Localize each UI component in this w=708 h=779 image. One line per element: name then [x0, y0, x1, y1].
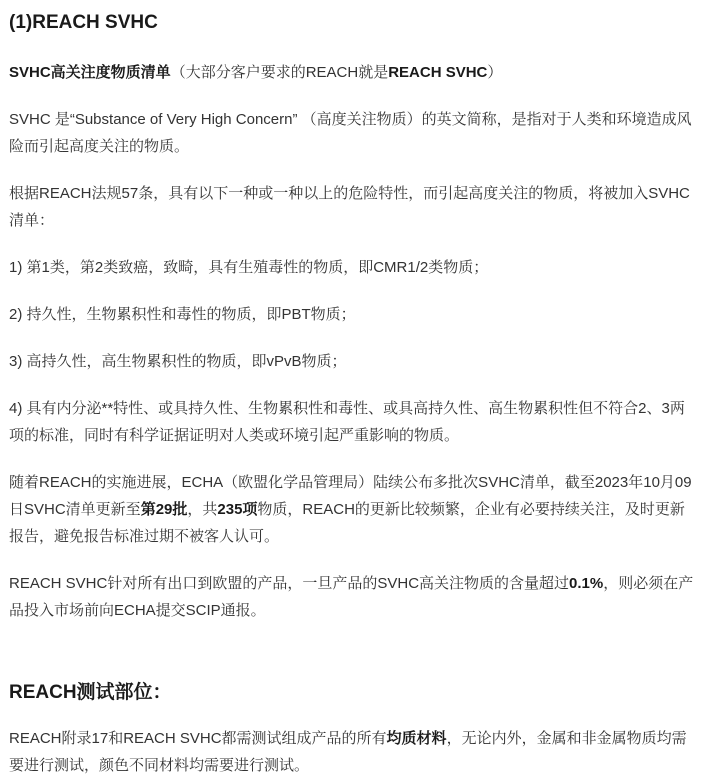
list-item-vpvb	[9, 348, 699, 375]
text-run: （大部分客户要求的REACH就是	[170, 64, 389, 81]
text-run: REACH附录17和REACH SVHC都需测试组成产品的所有	[9, 730, 387, 747]
heading-reach-test-parts	[9, 680, 699, 705]
text-run: ）	[487, 64, 503, 81]
article-title	[9, 10, 699, 35]
bold-text-run: 0.1%	[569, 575, 604, 592]
para-reach-article57	[9, 180, 699, 234]
article-subtitle	[9, 59, 699, 86]
text-run: 3) 高持久性，高生物累积性的物质，即vPvB物质；	[9, 353, 347, 370]
bold-text-run: REACH测试部位：	[9, 682, 172, 703]
bold-text-run: 235项	[217, 501, 258, 518]
text-run: 1) 第1类，第2类致癌，致畸，具有生殖毒性的物质，即CMR1/2类物质；	[9, 259, 489, 276]
text-run: 根据REACH法规57条，具有以下一种或一种以上的危险特性，而引起高度关注的物质，将被加入SVHC清单：	[9, 185, 690, 229]
text-run: 2) 持久性，生物累积性和毒性的物质，即PBT物质；	[9, 306, 356, 323]
bold-text-run: REACH SVHC	[388, 64, 488, 81]
bold-text-run: SVHC高关注度物质清单	[9, 64, 171, 81]
bold-text-run: (1)REACH SVHC	[9, 12, 158, 33]
text-run: ，共	[187, 501, 218, 518]
para-homogeneous-materials	[9, 725, 699, 779]
list-item-cmr	[9, 254, 699, 281]
text-run: 随着REACH的实施进展，ECHA（欧盟化学品管理局）陆续公布多批次SVHC清单，截至2023年10月09日SVHC清单更新至	[9, 474, 692, 518]
text-run: ，无论内外，金属和非金属物质均需要进行测试，颜色不同材料均需要进行测试。	[9, 730, 687, 774]
bold-text-run: 第29批	[140, 501, 188, 518]
para-scip-notification	[9, 570, 699, 624]
text-run: SVHC 是“Substance of Very High Concern” （高度关注物质）的英文简称，是指对于人类和环境造成风险而引起高度关注的物质。	[9, 111, 692, 155]
list-item-endocrine	[9, 395, 699, 449]
text-run: 4) 具有内分泌**特性、或具持久性、生物累积性和毒性、或具高持久性、高生物累积性但不符合2、3两项的标准，同时有科学证据证明对人类或环境引起严重影响的物质。	[9, 400, 685, 444]
text-run: REACH SVHC针对所有出口到欧盟的产品，一旦产品的SVHC高关注物质的含量超过	[9, 575, 570, 592]
list-item-pbt	[9, 301, 699, 328]
bold-text-run: 均质材料	[386, 730, 447, 747]
text-run: 物质，REACH的更新比较频繁，企业有必要持续关注，及时更新报告，避免报告标准过期不被客人认可。	[9, 501, 685, 545]
para-svhc-definition	[9, 106, 699, 160]
para-svhc-list-updates	[9, 469, 699, 550]
text-run: ，则必须在产品投入市场前向ECHA提交SCIP通报。	[9, 575, 694, 619]
